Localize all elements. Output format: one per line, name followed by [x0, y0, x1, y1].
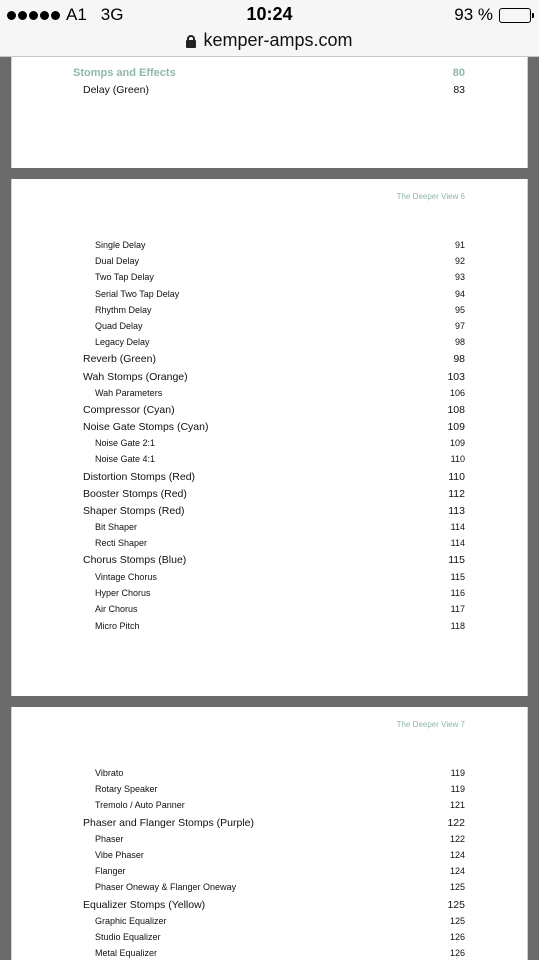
toc-entry[interactable]	[12, 932, 527, 946]
toc-entry-title: Bit Shaper	[95, 522, 138, 532]
toc-entry-page: 125	[449, 882, 465, 892]
clock: 10:24	[246, 4, 293, 24]
lock-icon	[186, 35, 196, 48]
toc-entry-page: 126	[449, 948, 465, 958]
toc-entry-page: 113	[448, 505, 465, 517]
toc-entry-page: 110	[450, 454, 465, 464]
toc-entry[interactable]	[12, 256, 527, 270]
toc-entry[interactable]	[12, 899, 527, 913]
battery-icon	[499, 8, 531, 23]
toc-entry-title: Rotary Speaker	[95, 784, 158, 794]
toc-entry-title: Delay (Green)	[83, 84, 149, 96]
toc-entry-title: Metal Equalizer	[95, 948, 158, 958]
toc-entry-page: 108	[447, 404, 465, 416]
toc-entry-title: Distortion Stomps (Red)	[83, 471, 196, 483]
toc-entry-title: Micro Pitch	[95, 621, 140, 631]
toc-entry[interactable]	[12, 289, 527, 303]
toc-entry-title: Noise Gate 4:1	[95, 454, 156, 464]
toc-entry[interactable]	[12, 916, 527, 930]
toc-entry-title: Vibe Phaser	[95, 850, 144, 860]
toc-entry-page: 83	[453, 84, 465, 96]
toc-entry-page: 114	[450, 522, 465, 532]
toc-entry-page: 80	[452, 67, 465, 79]
pdf-page-3	[11, 707, 528, 960]
toc-entry[interactable]	[12, 438, 527, 452]
toc-entry[interactable]	[12, 471, 527, 485]
toc-entry-page: 103	[447, 371, 465, 383]
running-header: The Deeper View 6	[396, 192, 465, 201]
toc-entry-title: Vibrato	[95, 768, 124, 778]
toc-entry[interactable]	[12, 800, 527, 814]
toc-entry[interactable]	[12, 784, 527, 798]
network-type: 3G	[100, 5, 124, 24]
toc-entry[interactable]	[12, 588, 527, 602]
toc-entry-page: 117	[450, 604, 465, 614]
toc-entry[interactable]	[12, 240, 527, 254]
toc-entry[interactable]	[12, 604, 527, 618]
url-domain[interactable]: kemper-amps.com	[203, 30, 353, 50]
toc-entry-page: 119	[450, 784, 465, 794]
toc-entry[interactable]	[12, 388, 527, 402]
toc-entry-page: 116	[450, 588, 465, 598]
toc-entry[interactable]	[12, 272, 527, 286]
toc-entry[interactable]	[12, 371, 527, 385]
running-header: The Deeper View 7	[396, 720, 465, 729]
battery-percent: 93 %	[454, 5, 493, 24]
toc-entry-title: Flanger	[95, 866, 126, 876]
toc-entry-title: Single Delay	[95, 240, 146, 250]
toc-entry-title: Reverb (Green)	[83, 353, 156, 365]
toc-entry-page: 124	[449, 850, 465, 860]
toc-entry-title: Recti Shaper	[95, 538, 148, 548]
toc-entry[interactable]	[12, 834, 527, 848]
toc-entry-page: 94	[454, 289, 465, 299]
toc-entry-title: Chorus Stomps (Blue)	[83, 554, 187, 566]
toc-entry-title: Two Tap Delay	[95, 272, 154, 282]
toc-entry[interactable]	[12, 882, 527, 896]
toc-entry-title: Hyper Chorus	[95, 588, 151, 598]
pdf-page-2	[11, 179, 528, 696]
toc-entry-title: Vintage Chorus	[95, 572, 157, 582]
toc-entry-title: Dual Delay	[95, 256, 140, 266]
toc-entry[interactable]	[12, 404, 527, 418]
toc-entry-title: Tremolo / Auto Panner	[95, 800, 185, 810]
toc-entry[interactable]	[12, 337, 527, 351]
toc-entry-title: Phaser and Flanger Stomps (Purple)	[83, 817, 254, 829]
toc-entry-page: 125	[447, 899, 465, 911]
toc-entry-page: 115	[448, 554, 465, 566]
toc-entry-title: Rhythm Delay	[95, 305, 152, 315]
toc-entry-page: 97	[454, 321, 465, 331]
status-bar	[0, 0, 539, 30]
address-bar[interactable]	[0, 30, 539, 57]
toc-entry-page: 121	[449, 800, 465, 810]
toc-entry-title: Stomps and Effects	[73, 67, 176, 79]
toc-entry-page: 93	[454, 272, 465, 282]
toc-entry-page: 98	[454, 337, 465, 347]
toc-entry[interactable]	[12, 522, 527, 536]
toc-entry[interactable]	[12, 948, 527, 960]
toc-entry[interactable]	[12, 305, 527, 319]
toc-entry[interactable]	[12, 554, 527, 568]
toc-entry-title: Equalizer Stomps (Yellow)	[83, 899, 206, 911]
toc-entry-title: Compressor (Cyan)	[83, 404, 175, 416]
toc-entry[interactable]	[12, 621, 527, 635]
toc-entry-page: 115	[450, 572, 465, 582]
toc-entry-title: Graphic Equalizer	[95, 916, 167, 926]
toc-entry-page: 124	[449, 866, 465, 876]
toc-entry[interactable]	[12, 84, 527, 98]
toc-entry-page: 112	[448, 488, 465, 500]
toc-entry-page: 126	[449, 932, 465, 942]
toc-entry-page: 109	[449, 438, 465, 448]
toc-entry[interactable]	[12, 67, 527, 81]
carrier-name: A1	[66, 5, 87, 24]
pdf-page-1	[11, 57, 528, 168]
toc-entry[interactable]	[12, 850, 527, 864]
toc-entry-title: Shaper Stomps (Red)	[83, 505, 185, 517]
toc-entry[interactable]	[12, 421, 527, 435]
toc-entry-page: 106	[449, 388, 465, 398]
toc-entry-page: 109	[447, 421, 465, 433]
toc-entry-title: Phaser	[95, 834, 124, 844]
toc-entry-page: 122	[447, 817, 465, 829]
toc-entry[interactable]	[12, 768, 527, 782]
toc-entry-title: Noise Gate Stomps (Cyan)	[83, 421, 209, 433]
toc-entry-title: Legacy Delay	[95, 337, 150, 347]
toc-entry-page: 114	[450, 538, 465, 548]
toc-entry-page: 125	[449, 916, 465, 926]
toc-entry-page: 91	[454, 240, 465, 250]
toc-entry[interactable]	[12, 866, 527, 880]
toc-entry[interactable]	[12, 817, 527, 831]
toc-entry-page: 110	[448, 471, 465, 483]
toc-entry-title: Serial Two Tap Delay	[95, 289, 180, 299]
toc-entry[interactable]	[12, 321, 527, 335]
toc-entry[interactable]	[12, 538, 527, 552]
toc-entry-title: Wah Parameters	[95, 388, 163, 398]
toc-entry-title: Quad Delay	[95, 321, 143, 331]
toc-entry-page: 92	[454, 256, 465, 266]
toc-entry[interactable]	[12, 505, 527, 519]
toc-entry-title: Studio Equalizer	[95, 932, 161, 942]
toc-entry-title: Booster Stomps (Red)	[83, 488, 187, 500]
toc-entry[interactable]	[12, 572, 527, 586]
toc-entry-title: Wah Stomps (Orange)	[83, 371, 188, 383]
toc-entry-page: 122	[449, 834, 465, 844]
toc-entry-page: 98	[453, 353, 465, 365]
toc-entry-page: 119	[450, 768, 465, 778]
toc-entry-title: Noise Gate 2:1	[95, 438, 156, 448]
toc-entry[interactable]	[12, 454, 527, 468]
toc-entry-title: Phaser Oneway & Flanger Oneway	[95, 882, 237, 892]
toc-entry[interactable]	[12, 353, 527, 367]
toc-entry[interactable]	[12, 488, 527, 502]
status-right	[454, 5, 531, 25]
toc-entry-page: 95	[454, 305, 465, 315]
toc-entry-title: Air Chorus	[95, 604, 138, 614]
toc-entry-page: 118	[450, 621, 465, 631]
